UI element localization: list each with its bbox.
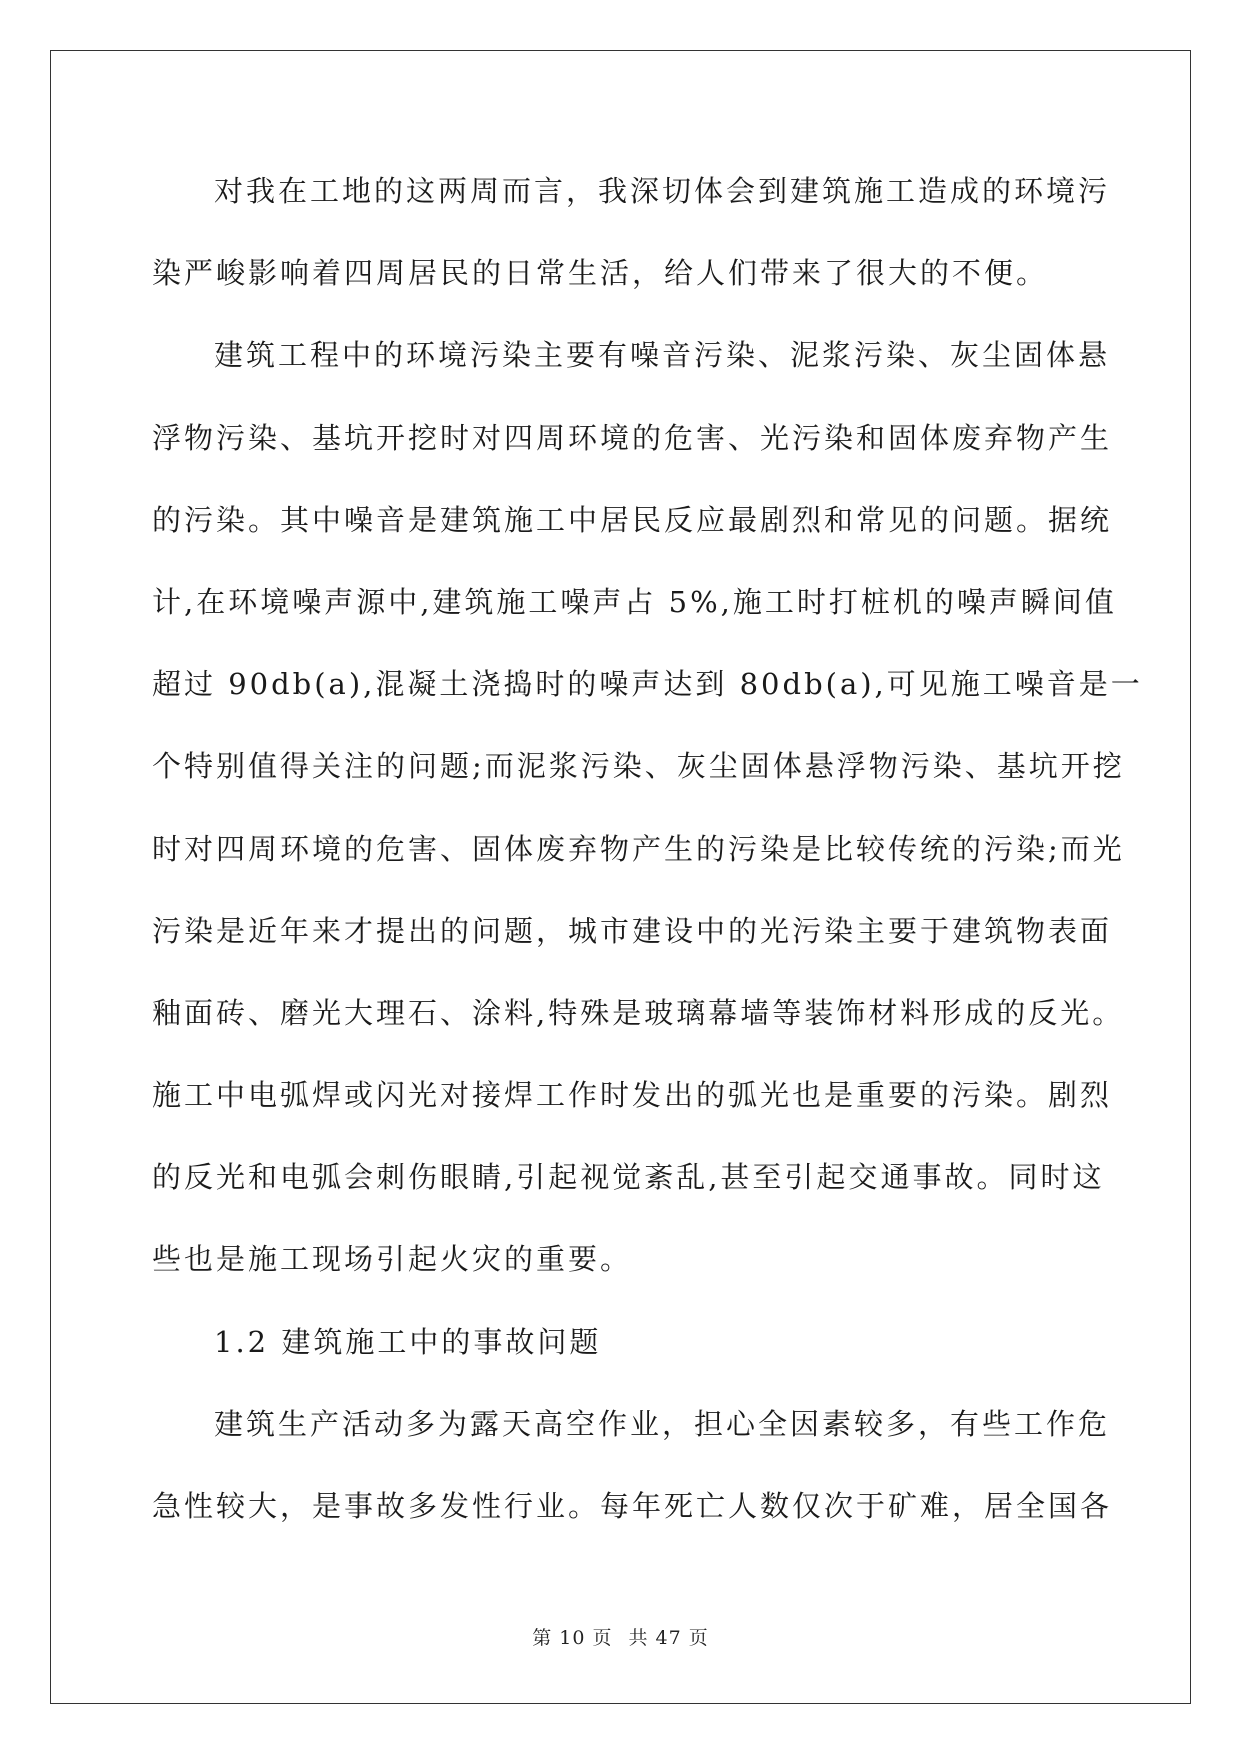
text-line: 染严峻影响着四周居民的日常生活，给人们带来了很大的不便。 bbox=[152, 256, 1049, 291]
text-line: 浮物污染、基坑开挖时对四周环境的危害、光污染和固体废弃物产生 bbox=[152, 420, 1113, 455]
page-total: 共 47 页 bbox=[628, 1627, 709, 1649]
text-line: 个特别值得关注的问题;而泥浆污染、灰尘固体悬浮物污染、基坑开挖 bbox=[152, 749, 1125, 784]
text-line: 施工中电弧焊或闪光对接焊工作时发出的弧光也是重要的污染。剧烈 bbox=[152, 1078, 1113, 1113]
text-line: 计,在环境噪声源中,建筑施工噪声占 5%,施工时打桩机的噪声瞬间值 bbox=[152, 584, 1117, 619]
document-body bbox=[152, 161, 1143, 1558]
text-line: 时对四周环境的危害、固体废弃物产生的污染是比较传统的污染;而光 bbox=[152, 831, 1125, 866]
page-footer bbox=[0, 1626, 1241, 1650]
page-number: 第 10 页 bbox=[532, 1627, 613, 1649]
text-line: 些也是施工现场引起火灾的重要。 bbox=[152, 1242, 633, 1277]
text-line: 的污染。其中噪音是建筑施工中居民反应最剧烈和常见的问题。据统 bbox=[152, 502, 1113, 537]
text-line: 对我在工地的这两周而言，我深切体会到建筑施工造成的环境污 bbox=[214, 174, 1111, 208]
text-line: 釉面砖、磨光大理石、涂料,特殊是玻璃幕墙等装饰材料形成的反光。 bbox=[152, 995, 1125, 1030]
text-line: 污染是近年来才提出的问题，城市建设中的光污染主要于建筑物表面 bbox=[152, 913, 1113, 948]
text-line: 建筑工程中的环境污染主要有噪音污染、泥浆污染、灰尘固体悬 bbox=[214, 338, 1111, 373]
text-line: 的反光和电弧会刺伤眼睛,引起视觉紊乱,甚至引起交通事故。同时这 bbox=[152, 1160, 1105, 1195]
text-line: 超过 90db(a),混凝土浇捣时的噪声达到 80db(a),可见施工噪音是一 bbox=[152, 667, 1143, 702]
text-line: 急性较大，是事故多发性行业。每年死亡人数仅次于矿难，居全国各 bbox=[152, 1489, 1113, 1523]
text-line: 1.2 建筑施工中的事故问题 bbox=[214, 1324, 602, 1359]
text-line: 建筑生产活动多为露天高空作业，担心全因素较多，有些工作危 bbox=[214, 1406, 1111, 1441]
